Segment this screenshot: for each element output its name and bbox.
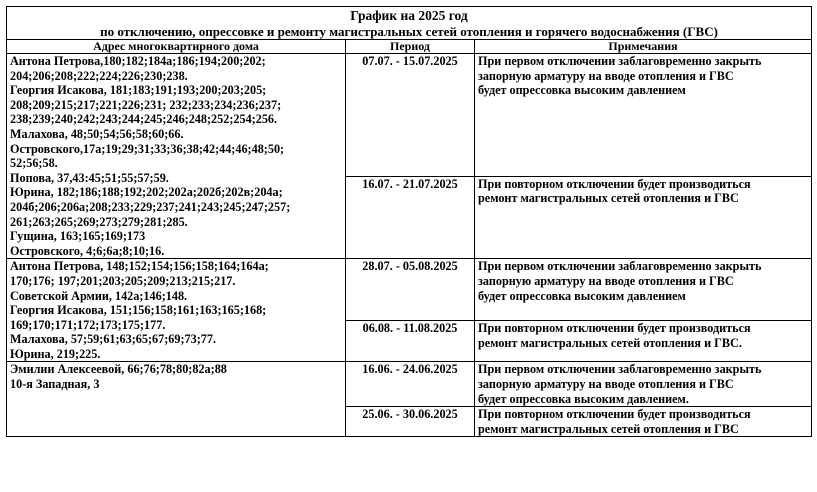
header-period: Период <box>346 40 475 54</box>
address-cell <box>7 362 346 437</box>
address-line: Островского,17а;19;29;31;33;36;38;42;44;46;48;50; <box>10 141 285 156</box>
header-row <box>7 40 812 54</box>
address-line: 204;206;208;222;224;226;230;238. <box>10 68 188 83</box>
note-line: ремонт магистральных сетей отопления и ГВС <box>478 421 739 436</box>
address-line: Антона Петрова,180;182;184а;186;194;200;202; <box>10 54 266 68</box>
address-line: Островского, 4;6;6а;8;10;16. <box>10 243 165 258</box>
table-row <box>7 54 812 177</box>
period-cell: 25.06. - 30.06.2025 <box>346 407 475 437</box>
schedule-table <box>6 6 812 437</box>
period-cell: 07.07. - 15.07.2025 <box>346 54 475 177</box>
address-line: Георгия Исакова, 181;183;191;193;200;203;205; <box>10 83 267 98</box>
address-line: 204б;206;206а;208;233;229;237;241;243;245;247;257; <box>10 199 291 214</box>
table-row <box>7 362 812 407</box>
address-line: 261;263;265;269;273;279;281;285. <box>10 214 188 229</box>
table-title-cell <box>7 7 812 40</box>
address-line: 170;176; 197;201;203;205;209;213;215;217. <box>10 273 236 288</box>
note-cell <box>475 320 812 362</box>
note-line: запорную арматуру на вводе отопления и ГВС <box>478 273 734 288</box>
period-cell: 28.07. - 05.08.2025 <box>346 259 475 321</box>
note-line: При повторном отключении будет производиться <box>478 320 751 335</box>
note-line: запорную арматуру на вводе отопления и ГВС <box>478 377 734 392</box>
note-line: будет опрессовка высоким давлением <box>478 288 686 303</box>
table-row <box>7 259 812 321</box>
address-line: Антона Петрова, 148;152;154;156;158;164;164а; <box>10 259 269 274</box>
address-line: Малахова, 57;59;61;63;65;67;69;73;77. <box>10 332 217 347</box>
address-line: 10-я Западная, 3 <box>10 377 100 392</box>
note-cell <box>475 259 812 321</box>
note-cell <box>475 362 812 407</box>
note-line: При первом отключении заблаговременно закрыть <box>478 54 762 68</box>
address-line: Юрина, 182;186;188;192;202;202а;202б;202в;204а; <box>10 185 283 200</box>
address-line: 169;170;171;172;173;175;177. <box>10 317 166 332</box>
address-line: Юрина, 219;225. <box>10 346 101 361</box>
document-title: График на 2025 год <box>350 8 468 23</box>
note-line: будет опрессовка высоким давлением <box>478 83 686 98</box>
note-line: ремонт магистральных сетей отопления и ГВС <box>478 191 739 206</box>
note-line: При повторном отключении будет производиться <box>478 176 751 191</box>
address-line: Эмилии Алексеевой, 66;76;78;80;82а;88 <box>10 362 227 377</box>
note-cell <box>475 407 812 437</box>
period-cell: 16.06. - 24.06.2025 <box>346 362 475 407</box>
header-address: Адрес многоквартирного дома <box>7 40 346 54</box>
address-line: Гущина, 163;165;169;173 <box>10 229 146 244</box>
address-cell <box>7 259 346 362</box>
note-line: ремонт магистральных сетей отопления и ГВС. <box>478 335 742 350</box>
note-line: будет опрессовка высоким давлением. <box>478 391 689 406</box>
address-line: Малахова, 48;50;54;56;58;60;66. <box>10 126 184 141</box>
note-line: При первом отключении заблаговременно закрыть <box>478 259 762 274</box>
schedule-body <box>7 54 812 437</box>
address-line: Попова, 37,43:45;51;55;57;59. <box>10 170 169 185</box>
schedule-document <box>6 6 811 437</box>
address-line: Советской Армии, 142а;146;148. <box>10 288 188 303</box>
address-line: Георгия Исакова, 151;156;158;161;163;165;168; <box>10 303 267 318</box>
period-cell: 16.07. - 21.07.2025 <box>346 176 475 259</box>
address-line: 52;56;58. <box>10 156 58 171</box>
note-line: При повторном отключении будет производиться <box>478 407 751 422</box>
period-cell: 06.08. - 11.08.2025 <box>346 320 475 362</box>
document-subtitle: по отключению, опрессовке и ремонту магистральных сетей отопления и горячего водоснабжения (ГВС) <box>100 24 718 39</box>
note-line: При первом отключении заблаговременно закрыть <box>478 362 762 377</box>
note-cell <box>475 176 812 259</box>
address-line: 238;239;240;242;243;244;245;246;248;252;254;256. <box>10 112 278 127</box>
address-cell <box>7 54 346 259</box>
address-line: 208;209;215;217;221;226;231; 232;233;234;236;237; <box>10 97 282 112</box>
note-line: запорную арматуру на вводе отопления и ГВС <box>478 68 734 83</box>
note-cell <box>475 54 812 177</box>
header-notes: Примечания <box>475 40 812 54</box>
